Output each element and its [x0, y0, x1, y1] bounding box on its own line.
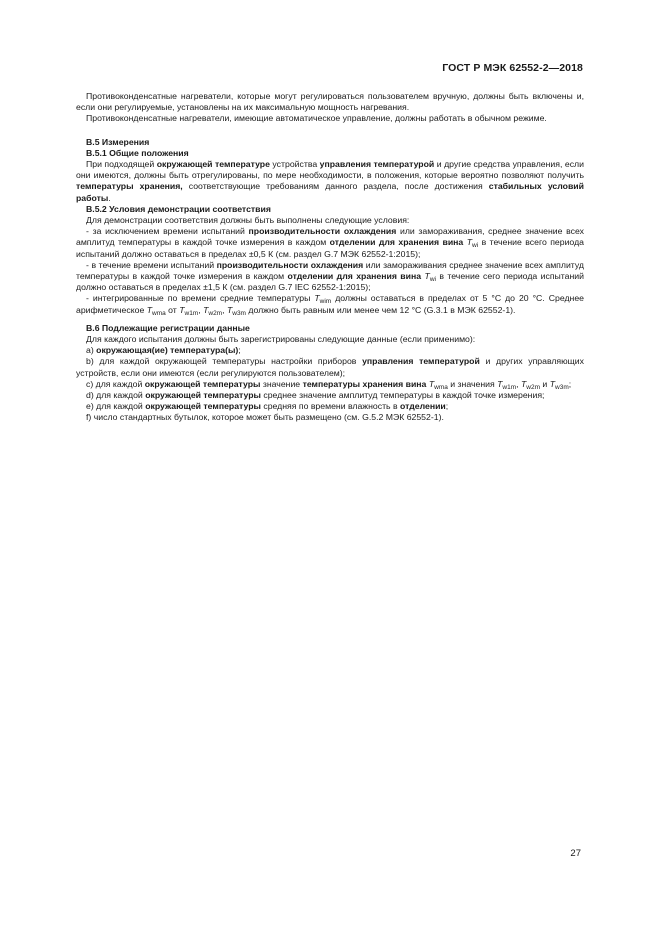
list-item-b6-f: f) число стандартных бутылок, которое может быть размещено (см. G.5.2 МЭК 62552-1).: [86, 412, 444, 423]
section-b5-title: В.5 Измерения: [86, 136, 150, 147]
list-item-b52-3: - интегрированные по времени средние температуры $T_{wim}$ должны оставаться в пределах от 5 °С до 20 °С. Среднее арифметическое $T_{wma}$ от $T_{w1m}$, $T_{w2m}$, $T_{w3m}$ должно быть равным или менее чем 12 °С (G.3.1 в МЭК 62552-1).: [76, 293, 584, 317]
section-b6-title: В.6 Подлежащие регистрации данные: [86, 322, 250, 333]
standard-header: ГОСТ Р МЭК 62552-2—2018: [442, 62, 583, 74]
section-b51-title: В.5.1 Общие положения: [86, 147, 189, 158]
paragraph-b51: При подходящей окружающей температуре устройства управления температурой и другие средства управления, если они имеются, должны быть отрегулированы, по мере необходимости, в положения, которые вероятно позволяют получить температуры хранения, соответствующие требованиям данного раздела, после достижения стабильных условий работы.: [76, 159, 584, 203]
list-item-b6-e: е) для каждой окружающей температуры средняя по времени влажность в отделении;: [86, 401, 449, 412]
list-item-b52-1: - за исключением времени испытаний производительности охлаждения или замораживания, среднее значение всех амплитуд температуры в каждой точке измерения в каждом отделении для хранения вина $T_{wi}$ в течение всего периода испытаний должно оставаться в пределах ±0,5 К (см. раздел G.7 МЭК 62552-1:2015);: [76, 226, 585, 259]
list-item-b52-2: - в течение времени испытаний производительности охлаждения или замораживания среднее значение всех амплитуд температуры в каждой точке измерения в каждом отделении для хранения вина $T_{wi}$ в течение сего периода испытаний должно оставаться в пределах ±1,5 К (см. раздел G.7 IEC 62552-1:2015);: [76, 259, 584, 293]
paragraph-heaters-auto: Противоконденсатные нагреватели, имеющие автоматическое управление, должны работать в обычном режиме.: [86, 113, 547, 124]
paragraph-b6-intro: Для каждого испытания должны быть зарегистрированы следующие данные (если применимо):: [86, 334, 476, 345]
list-item-b6-d: d) для каждой окружающей температуры среднее значение амплитуд температуры в каждой точке измерения;: [86, 390, 545, 401]
document-body: [76, 91, 584, 424]
paragraph-heaters-manual: Противоконденсатные нагреватели, которые могут регулироваться пользователем вручную, должны быть включены и, если они регулируемые, установлены на их максимальную мощность нагревания.: [76, 91, 584, 113]
list-item-b6-c: с) для каждой окружающей температуры значение температуры хранения вина $T_{wma}$ и значения $T_{w1m}$, $T_{w2m}$ и $T_{w3m}$;: [86, 378, 572, 391]
list-item-b6-b: b) для каждой окружающей температуры настройки приборов управления температурой и других управляющих устройств, если они имеются (если регулируются пользователем);: [76, 356, 584, 378]
paragraph-b52-intro: Для демонстрации соответствия должны быть выполнены следующие условия:: [86, 215, 410, 226]
list-item-b6-a: а) окружающая(ие) температура(ы);: [86, 345, 241, 356]
section-b52-title: В.5.2 Условия демонстрации соответствия: [86, 203, 271, 214]
page-number: 27: [570, 848, 581, 859]
